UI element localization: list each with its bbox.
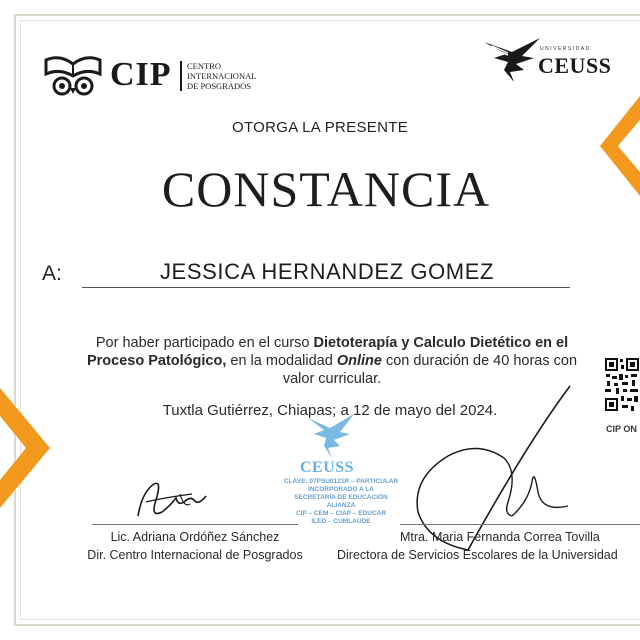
signer-right-name: Mtra. Maria Fernanda Correa Tovilla — [400, 530, 600, 544]
signature-line-right — [400, 524, 640, 525]
cip-full-name: CENTRO INTERNACIONAL DE POSGRADOS — [180, 61, 256, 91]
ceuss-university-label: UNIVERSIDAD — [540, 46, 591, 52]
certificate-body: Por haber participado en el curso Dietoterapía y Calculo Dietético en el Proceso Patológico, en la modalidad Online con duración de 40 horas con valor curricular. — [86, 335, 578, 387]
modality: Online — [336, 353, 382, 369]
owl-book-icon — [42, 52, 104, 98]
qr-code-icon — [604, 356, 640, 414]
signer-left-role: Dir. Centro Internacional de Posgrados — [87, 548, 303, 562]
cip-acronym: CIP — [110, 56, 172, 93]
recipient-label: A: — [42, 262, 62, 285]
eagle-icon — [482, 36, 546, 82]
stamp-brand: CEUSS — [300, 459, 355, 476]
stamp-eagle-icon — [306, 414, 358, 458]
cip-logo — [42, 52, 262, 100]
course-name: Dietoterapía y Calculo Dietético en el Proceso Patológico, — [86, 335, 569, 369]
recipient-underline — [82, 287, 570, 288]
place-and-date: Tuxtla Gutiérrez, Chiapas; a 12 de mayo del 2024. — [162, 402, 498, 419]
signer-left-name: Lic. Adriana Ordóñez Sánchez — [110, 530, 280, 544]
ceuss-logo — [482, 36, 612, 84]
stamp-text: CLAVE: 07PSU0121R – PARTICULAR INCORPORADO A LA SECRETARÍA DE EDUCACIÓN ALIANZA CIP – CEM – CIAP – EDUCAR ILED – CUMLAUDE — [283, 478, 399, 525]
signer-right-role: Directora de Servicios Escolares de la Universidad — [337, 548, 618, 562]
signature-line-left — [92, 524, 298, 525]
intro-text: OTORGA LA PRESENTE — [231, 119, 408, 136]
recipient-name: JESSICA HERNANDEZ GOMEZ — [159, 259, 495, 284]
ceuss-name: CEUSS — [538, 53, 612, 78]
signature-left — [132, 472, 212, 524]
certificate-title: CONSTANCIA — [161, 161, 491, 217]
qr-caption: CIP ON — [606, 424, 637, 434]
